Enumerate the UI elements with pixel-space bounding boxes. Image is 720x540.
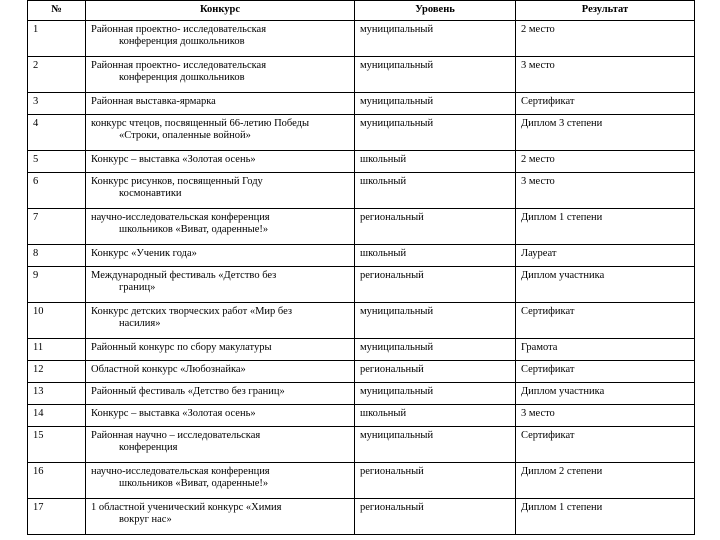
contest-line-continued: конференция дошкольников <box>119 72 245 83</box>
row-result: 3 место <box>516 173 695 209</box>
contest-line: Конкурс рисунков, посвященный Году <box>91 176 263 187</box>
contest-line: Районный фестиваль «Детство без границ» <box>91 386 285 397</box>
row-num: 8 <box>28 245 86 267</box>
contest-line: Районная выставка-ярмарка <box>91 96 216 107</box>
row-num: 16 <box>28 463 86 499</box>
row-contest <box>86 405 355 427</box>
row-contest <box>86 57 355 93</box>
contest-line: конкурс чтецов, посвященный 66-летию Победы <box>91 118 310 129</box>
header-level: Уровень <box>355 1 516 21</box>
row-result: Диплом участника <box>516 383 695 405</box>
header-contest: Конкурс <box>86 1 355 21</box>
row-level: школьный <box>355 173 516 209</box>
row-level: муниципальный <box>355 115 516 151</box>
row-num: 12 <box>28 361 86 383</box>
row-num: 7 <box>28 209 86 245</box>
row-level: школьный <box>355 405 516 427</box>
row-contest <box>86 151 355 173</box>
contest-line-continued: вокруг нас» <box>119 514 172 525</box>
row-level: школьный <box>355 151 516 173</box>
row-num: 1 <box>28 21 86 57</box>
row-level: муниципальный <box>355 93 516 115</box>
table-row <box>28 427 695 463</box>
row-contest <box>86 21 355 57</box>
row-num: 4 <box>28 115 86 151</box>
row-result: Грамота <box>516 339 695 361</box>
row-level: региональный <box>355 209 516 245</box>
contest-line-continued: школьников «Виват, одаренные!» <box>119 478 269 489</box>
contest-line-continued: конференция <box>119 442 178 453</box>
contest-line-continued: школьников «Виват, одаренные!» <box>119 224 269 235</box>
contest-line-continued: насилия» <box>119 318 161 329</box>
row-num: 15 <box>28 427 86 463</box>
table-row <box>28 57 695 93</box>
row-contest <box>86 427 355 463</box>
contest-line: научно-исследовательская конференция <box>91 466 270 477</box>
table-row <box>28 339 695 361</box>
row-contest <box>86 93 355 115</box>
row-num: 5 <box>28 151 86 173</box>
contest-line: 1 областной ученический конкурс «Химия <box>91 502 282 513</box>
table-row <box>28 361 695 383</box>
contest-line: Конкурс «Ученик года» <box>91 248 197 259</box>
row-level: региональный <box>355 361 516 383</box>
row-level: муниципальный <box>355 427 516 463</box>
row-contest <box>86 303 355 339</box>
row-num: 6 <box>28 173 86 209</box>
row-level: региональный <box>355 463 516 499</box>
contest-line: Областной конкурс «Любознайка» <box>91 364 246 375</box>
row-level: муниципальный <box>355 383 516 405</box>
row-result: Диплом 2 степени <box>516 463 695 499</box>
table-row <box>28 173 695 209</box>
table-row <box>28 383 695 405</box>
row-num: 13 <box>28 383 86 405</box>
table-row <box>28 463 695 499</box>
row-num: 9 <box>28 267 86 303</box>
contest-line: Районная научно – исследовательская <box>91 430 261 441</box>
contest-line: Конкурс – выставка «Золотая осень» <box>91 408 256 419</box>
table-row <box>28 499 695 535</box>
row-contest <box>86 383 355 405</box>
row-result: 2 место <box>516 151 695 173</box>
row-result: Сертификат <box>516 93 695 115</box>
table-row <box>28 303 695 339</box>
row-result: Диплом 1 степени <box>516 499 695 535</box>
contest-line: Районный конкурс по сбору макулатуры <box>91 342 272 353</box>
contest-line-continued: космонавтики <box>119 188 182 199</box>
competitions-table <box>27 0 695 535</box>
header-num: № <box>28 1 86 21</box>
contest-line: Международный фестиваль «Детство без <box>91 270 277 281</box>
table-row <box>28 405 695 427</box>
row-num: 11 <box>28 339 86 361</box>
row-num: 2 <box>28 57 86 93</box>
row-level: региональный <box>355 499 516 535</box>
row-result: 2 место <box>516 21 695 57</box>
row-contest <box>86 245 355 267</box>
contest-line: Конкурс – выставка «Золотая осень» <box>91 154 256 165</box>
row-result: Сертификат <box>516 427 695 463</box>
row-result: Диплом 1 степени <box>516 209 695 245</box>
row-num: 14 <box>28 405 86 427</box>
table-row <box>28 267 695 303</box>
contest-line-continued: «Строки, опаленные войной» <box>119 130 251 141</box>
row-level: региональный <box>355 267 516 303</box>
contest-line: Районная проектно- исследовательская <box>91 24 267 35</box>
row-level: муниципальный <box>355 303 516 339</box>
header-result: Результат <box>516 1 695 21</box>
row-level: муниципальный <box>355 21 516 57</box>
row-contest <box>86 267 355 303</box>
row-contest <box>86 115 355 151</box>
row-level: школьный <box>355 245 516 267</box>
row-contest <box>86 339 355 361</box>
row-level: муниципальный <box>355 57 516 93</box>
row-result: Лауреат <box>516 245 695 267</box>
row-result: Сертификат <box>516 303 695 339</box>
contest-line-continued: конференция дошкольников <box>119 36 245 47</box>
row-result: Диплом 3 степени <box>516 115 695 151</box>
row-contest <box>86 209 355 245</box>
row-contest <box>86 173 355 209</box>
table-row <box>28 21 695 57</box>
row-num: 3 <box>28 93 86 115</box>
row-contest <box>86 499 355 535</box>
table-row <box>28 209 695 245</box>
table-header-row <box>28 1 695 21</box>
table-row <box>28 245 695 267</box>
row-contest <box>86 463 355 499</box>
row-result: 3 место <box>516 57 695 93</box>
row-contest <box>86 361 355 383</box>
row-result: Сертификат <box>516 361 695 383</box>
contest-line: научно-исследовательская конференция <box>91 212 270 223</box>
table-row <box>28 151 695 173</box>
row-num: 17 <box>28 499 86 535</box>
table-row <box>28 93 695 115</box>
row-result: 3 место <box>516 405 695 427</box>
contest-line-continued: границ» <box>119 282 156 293</box>
row-num: 10 <box>28 303 86 339</box>
row-level: муниципальный <box>355 339 516 361</box>
table-row <box>28 115 695 151</box>
contest-line: Конкурс детских творческих работ «Мир без <box>91 306 293 317</box>
contest-line: Районная проектно- исследовательская <box>91 60 267 71</box>
row-result: Диплом участника <box>516 267 695 303</box>
